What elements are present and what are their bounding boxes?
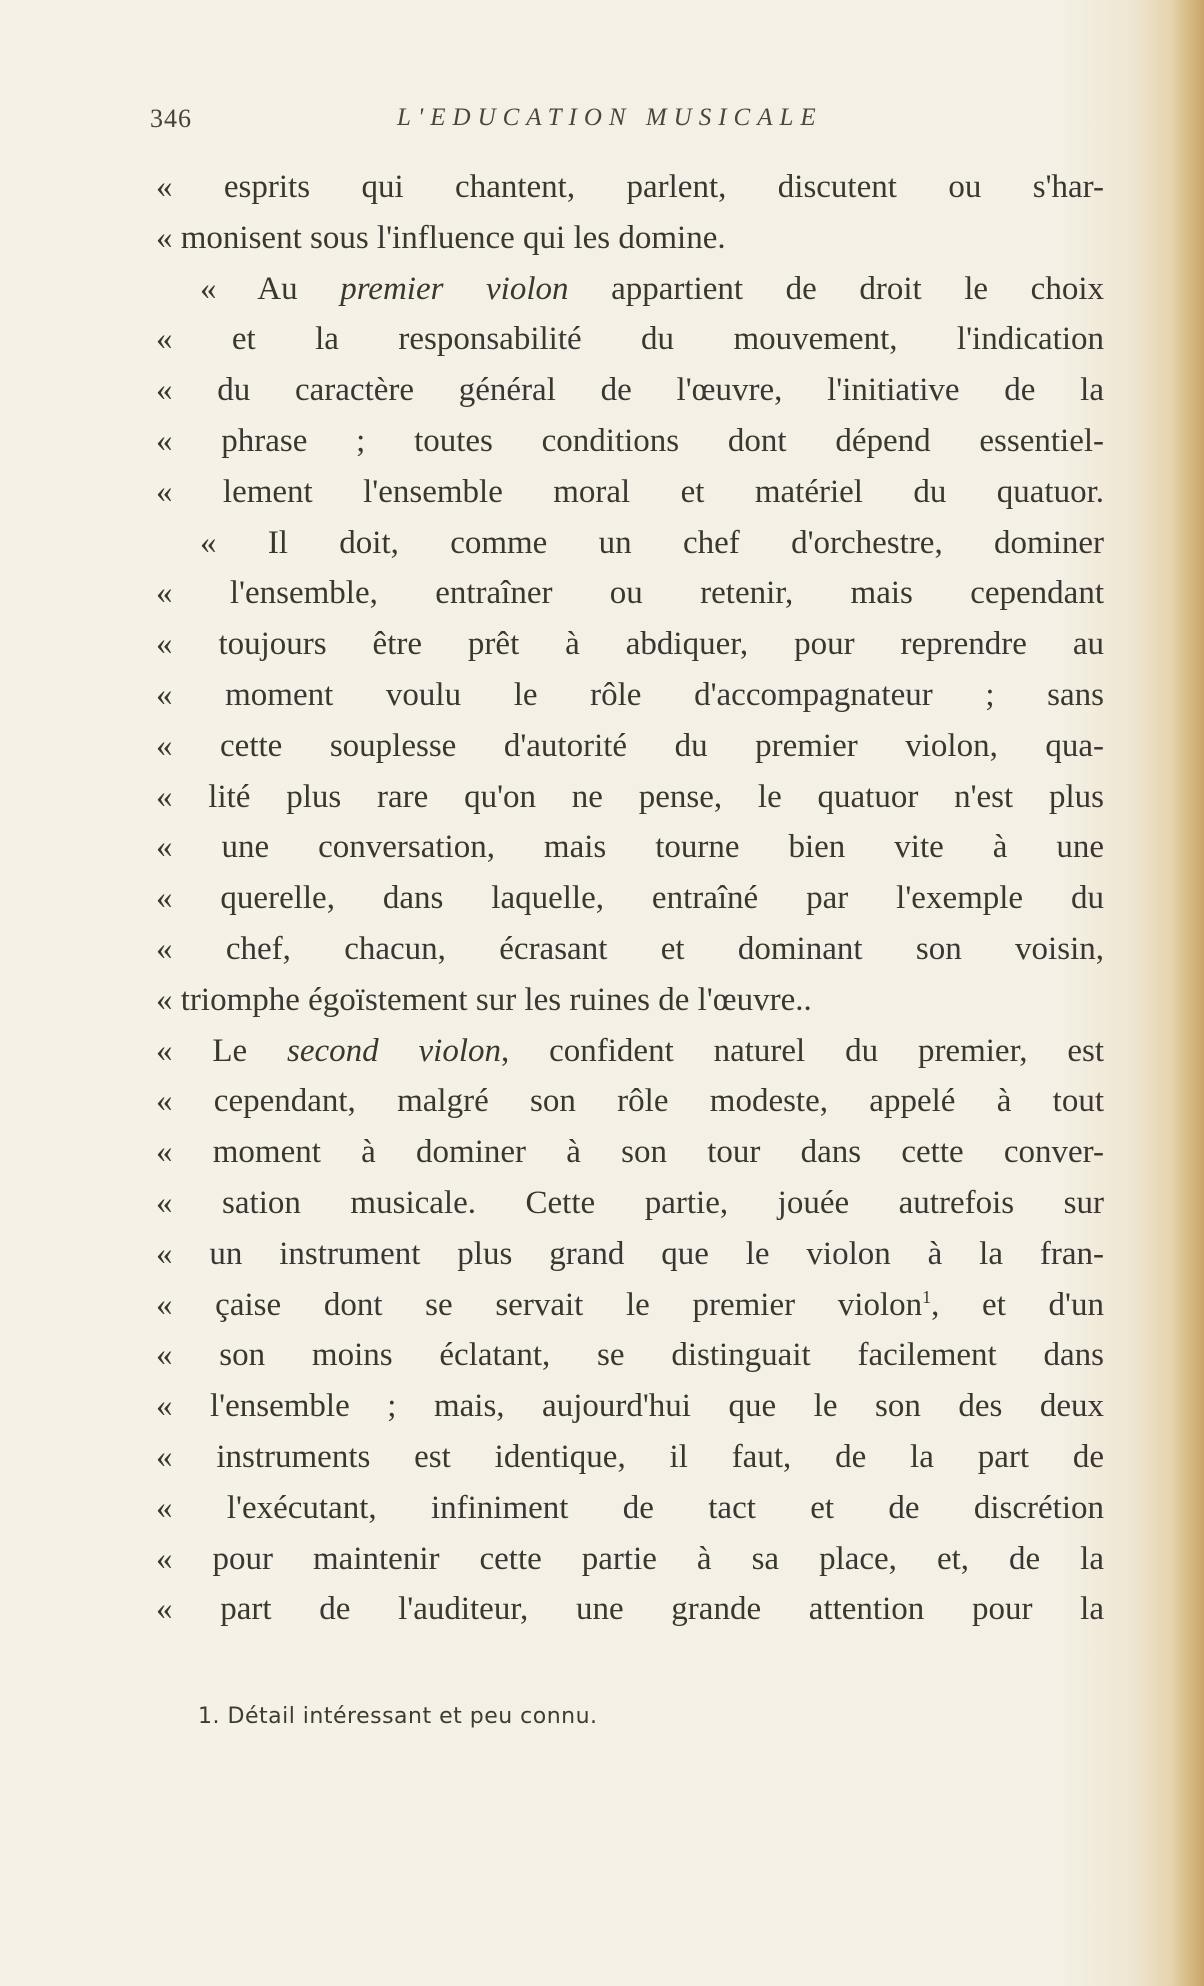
text-line	[156, 1280, 1104, 1331]
footnote-text: Détail intéressant et peu connu.	[227, 1704, 598, 1729]
footnote-reference[interactable]: 1	[922, 1286, 932, 1307]
text-line: « une conversation, mais tourne bien vite à une	[156, 829, 1104, 866]
text-line: « lement l'ensemble moral et matériel du quatuor.	[156, 473, 1104, 510]
text-line: « son moins éclatant, se distinguait facilement dans	[156, 1337, 1104, 1374]
text-line: « moment voulu le rôle d'accompagnateur ; sans	[156, 676, 1104, 713]
text-line: « Il doit, comme un chef d'orchestre, dominer	[200, 524, 1104, 561]
text-line: « du caractère général de l'œuvre, l'initiative de la	[156, 372, 1104, 409]
footnote	[198, 1704, 598, 1729]
text-line: « instruments est identique, il faut, de la part de	[156, 1438, 1104, 1475]
footnote-marker: 1.	[198, 1704, 220, 1729]
text-run: , confident naturel du premier, est	[501, 1032, 1104, 1069]
text-run: , et d'un	[931, 1286, 1105, 1323]
text-line: « cette souplesse d'autorité du premier violon, qua-	[156, 727, 1104, 764]
page-number: 346	[150, 104, 192, 133]
text-line: « part de l'auditeur, une grande attention pour la	[156, 1591, 1104, 1628]
text-line: « cependant, malgré son rôle modeste, appelé à tout	[156, 1083, 1104, 1120]
text-line: « l'ensemble, entraîner ou retenir, mais cependant	[156, 575, 1104, 612]
text-line: « esprits qui chantent, parlent, discutent ou s'har-	[156, 169, 1104, 205]
text-line: « l'exécutant, infiniment de tact et de discrétion	[156, 1489, 1104, 1526]
text-line	[156, 264, 1104, 315]
italic-term: second violon	[287, 1032, 502, 1069]
text-line: « un instrument plus grand que le violon à la fran-	[156, 1235, 1104, 1272]
text-line: « chef, chacun, écrasant et dominant son voisin,	[156, 930, 1104, 967]
body-text	[156, 162, 1104, 1635]
text-run: appartient de droit le choix	[568, 270, 1104, 307]
page-edge	[1174, 0, 1204, 1986]
text-line: « l'ensemble ; mais, aujourd'hui que le son des deux	[156, 1388, 1104, 1425]
text-line: « et la responsabilité du mouvement, l'indication	[156, 321, 1104, 358]
text-run: « çaise dont se servait le premier violon	[156, 1286, 923, 1323]
text-line: « lité plus rare qu'on ne pense, le quatuor n'est plus	[156, 778, 1104, 815]
italic-term: premier violon	[340, 270, 569, 307]
text-line	[156, 1026, 1104, 1077]
text-line: « toujours être prêt à abdiquer, pour reprendre au	[156, 626, 1104, 663]
text-line: « moment à dominer à son tour dans cette conver-	[156, 1134, 1104, 1171]
text-line: « monisent sous l'influence qui les domine.	[156, 219, 726, 256]
text-line: « phrase ; toutes conditions dont dépend essentiel-	[156, 422, 1104, 459]
text-line: « triomphe égoïstement sur les ruines de l'œuvre..	[156, 981, 812, 1018]
text-line: « pour maintenir cette partie à sa place, et, de la	[156, 1540, 1104, 1577]
text-run: « Au	[200, 270, 341, 307]
text-line: « querelle, dans laquelle, entraîné par l'exemple du	[156, 880, 1104, 917]
running-head: L'EDUCATION MUSICALE	[397, 104, 823, 131]
text-run: « Le	[156, 1032, 288, 1069]
text-line: « sation musicale. Cette partie, jouée autrefois sur	[156, 1184, 1104, 1221]
page-header	[150, 104, 1110, 144]
